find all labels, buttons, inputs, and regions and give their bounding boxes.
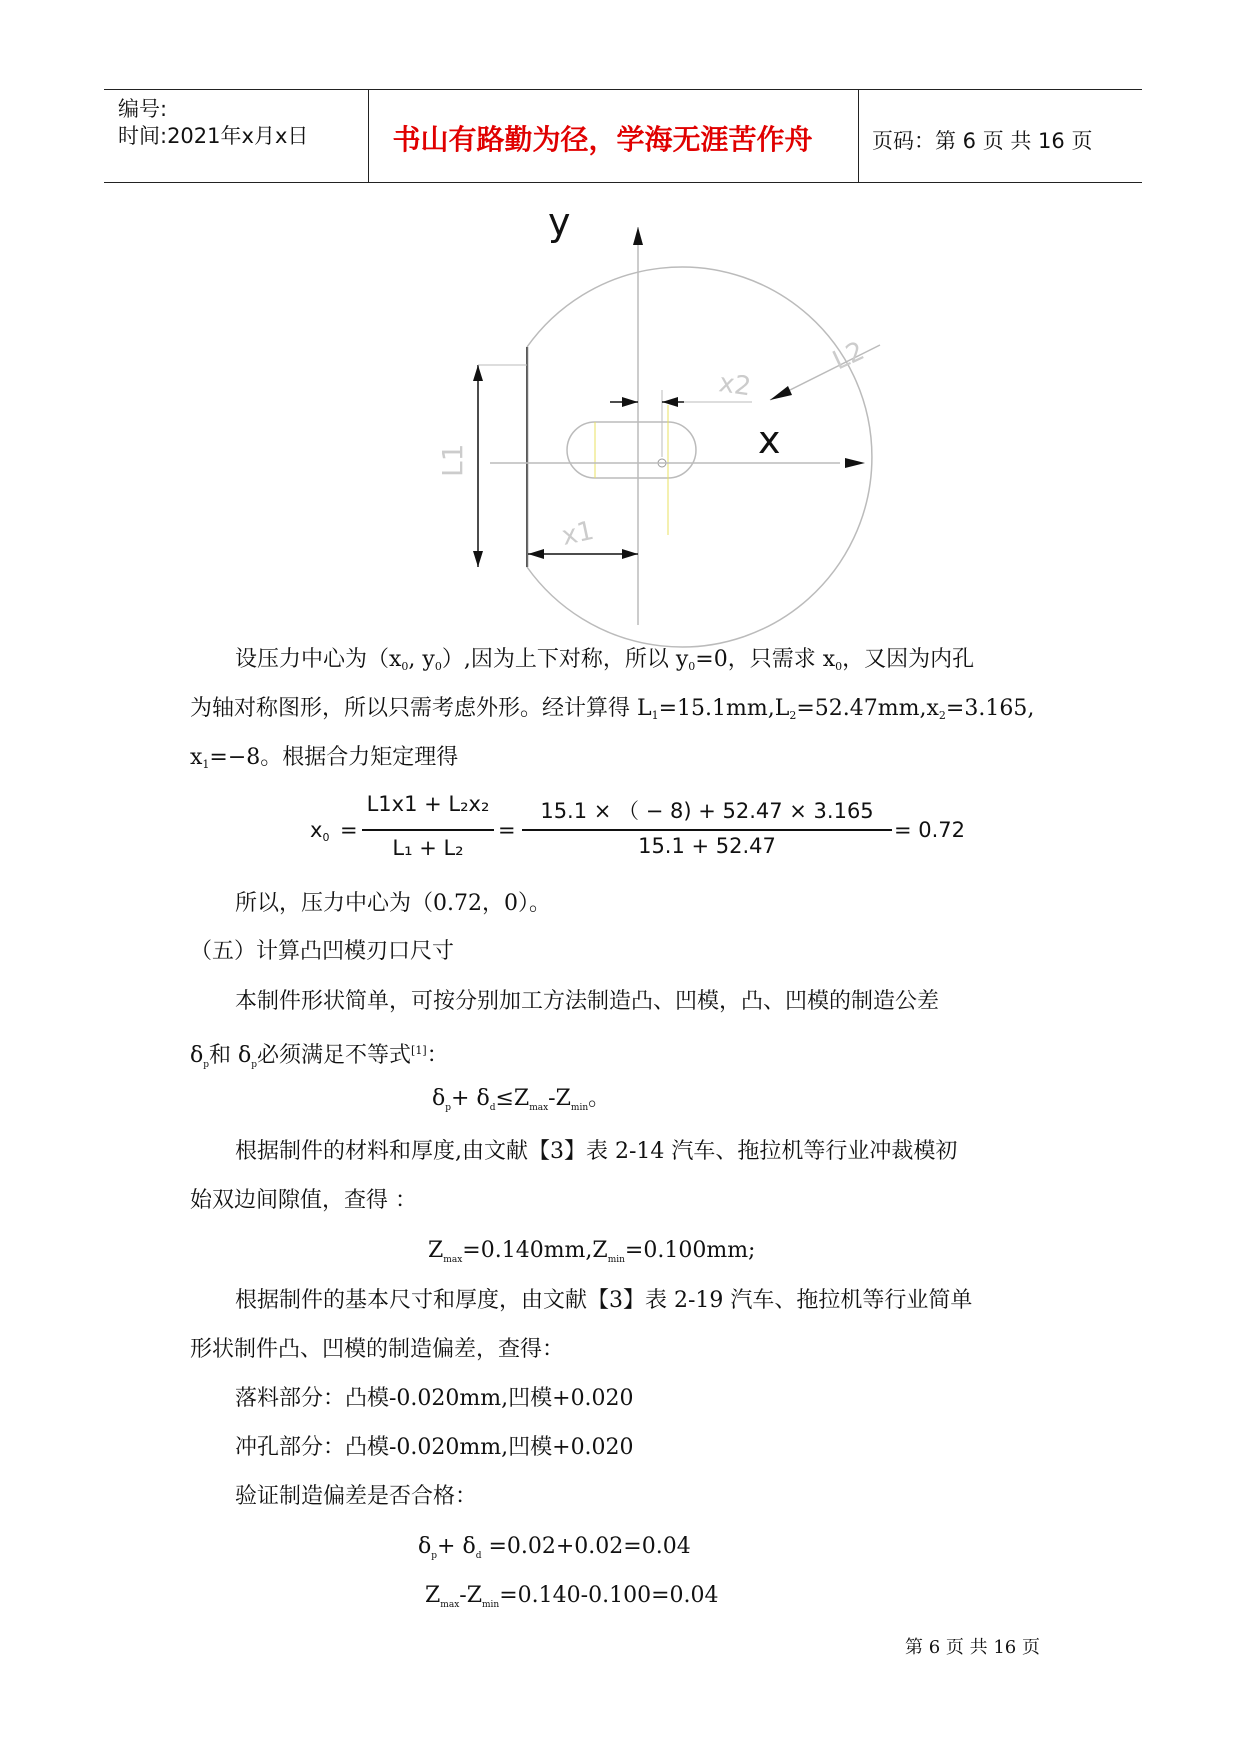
blanking-deviation: 落料部分：凸模-0.020mm,凹模+0.020: [235, 1386, 634, 1411]
check-z-difference: $Z_{max}-Z_{min}=0.140-0.100=0.04$: [425, 1583, 719, 1610]
para3-line2: 始双边间隙值，查得 ：: [190, 1188, 417, 1213]
para1-line2: 为轴对称图形，所以只需考虑外形。经计算得 $L_1=15.1mm,L_2=52.47mm,x_2=3.165$,: [190, 696, 1035, 722]
para2-line2: $\delta_p$和 $\delta_p$必须满足不等式[1]：: [190, 1043, 449, 1070]
y-axis-label: y: [548, 200, 571, 244]
header-top-rule: [104, 89, 1142, 90]
formula-num2: 15.1 × （ − 8) + 52.47 × 3.165: [540, 799, 874, 823]
formula-bar1: [362, 829, 494, 831]
formula-result: = 0.72: [894, 818, 966, 842]
pressure-center-conclusion: 所以，压力中心为（0.72，0）。: [235, 891, 551, 916]
x-axis-label: x: [758, 418, 781, 462]
section-heading-5: （五）计算凸凹模刃口尺寸: [190, 939, 455, 964]
para1-line3: $x_1=-8$。根据合力矩定理得: [190, 745, 459, 771]
document-date: 时间:2021年x月x日: [118, 124, 309, 148]
x1-label: x1: [559, 515, 597, 552]
formula-num1: L1x1 + L₂x₂: [366, 792, 490, 816]
x-axis-arrow: [845, 458, 865, 468]
header-bottom-rule: [104, 182, 1142, 183]
formula-den2: 15.1 + 52.47: [638, 834, 776, 858]
para4-line2: 形状制件凸、凹模的制造偏差，查得：: [190, 1337, 565, 1362]
para3-line1: 根据制件的材料和厚度,由文献【3】表 2-14 汽车、拖拉机等行业冲裁模初: [235, 1139, 958, 1164]
header-page-number: 页码：第 6 页 共 16 页: [872, 129, 1093, 153]
y-axis-arrow: [633, 227, 643, 245]
para4-line1: 根据制件的基本尺寸和厚度，由文献【3】表 2-19 汽车、拖拉机等行业简单: [235, 1288, 973, 1313]
l2-label: L2: [828, 336, 870, 377]
formula-lhs: $x_0$: [310, 818, 330, 844]
formula-den1: L₁ + L₂: [392, 836, 464, 860]
formula-eq2: =: [498, 818, 516, 842]
pressure-center-diagram: [436, 200, 880, 635]
x2-label: x2: [717, 368, 753, 403]
outline-arc: [527, 267, 872, 647]
para2-line1: 本制件形状简单，可按分别加工方法制造凸、凹模，凸、凹模的制造公差: [235, 989, 940, 1014]
citation-ref: [1]: [411, 1044, 427, 1057]
header-divider-left: [368, 89, 369, 183]
footer-page-number: 第 6 页 共 16 页: [905, 1637, 1040, 1658]
document-number: 编号:: [118, 97, 168, 121]
verify-heading: 验证制造偏差是否合格：: [235, 1484, 478, 1509]
formula-bar2: [522, 829, 892, 831]
formula-eq1: =: [340, 818, 358, 842]
clearance-values: $Z_{max}=0.140mm,Z_{min}=0.100mm$;: [428, 1238, 756, 1265]
tolerance-inequality: $\delta_p+ \delta_d\le Z_{max}-Z_{min}$。: [432, 1086, 611, 1113]
check-delta-sum: $\delta_p+ \delta_d =0.02+0.02=0.04$: [418, 1534, 691, 1561]
punching-deviation: 冲孔部分：凸模-0.020mm,凹模+0.020: [235, 1435, 634, 1460]
header-divider-right: [858, 89, 859, 183]
l1-label: L1: [436, 443, 469, 477]
header-motto: 书山有路勤为径，学海无涯苦作舟: [392, 123, 813, 156]
inner-slot: [567, 422, 696, 478]
para1-line1: 设压力中心为（$x_0$, $y_0$）,因为上下对称，所以 $y_0=0$，只需求 $x_0$，又因为内孔: [235, 647, 975, 673]
